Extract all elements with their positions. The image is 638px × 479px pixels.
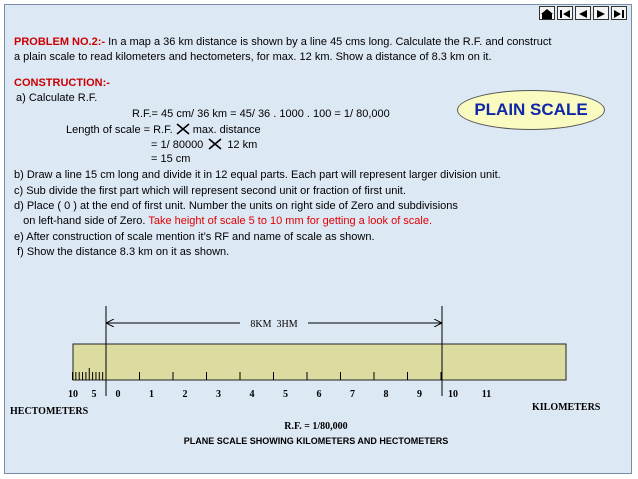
length-mid: max. distance (192, 124, 261, 136)
step-e: e) After construction of scale mention it’s RF and name of scale as shown. (14, 231, 375, 243)
step-b: b) Draw a line 15 cm long and divide it in 12 equal parts. Each part will represent larger division unit. (14, 169, 501, 181)
problem-label: PROBLEM NO.2:- (14, 36, 106, 48)
length-val2: 12 km (227, 139, 258, 151)
length-val1: = 1/ 80000 (151, 139, 204, 151)
scale-caption: PLANE SCALE SHOWING KILOMETERS AND HECTOMETERS (183, 436, 449, 446)
rf-equation: R.F.= 45 cm/ 36 km = 45/ 36 . 1000 . 100 = 1/ 80,000 (132, 108, 390, 120)
badge-text: PLAIN SCALE (474, 100, 588, 119)
step-f: f) Show the distance 8.3 km on it as shown. (14, 246, 230, 258)
hectometers-label: HECTOMETERS (10, 406, 89, 417)
dimension-label: 8KM 3HM (250, 319, 298, 330)
problem-line-2: a plain scale to read kilometers and hectometers, for max. 12 km. Show a distance of 8.3 km on it. (14, 51, 492, 63)
step-d-1: d) Place ( 0 ) at the end of first unit. Number the units on right side of Zero and subdivisions (14, 200, 458, 212)
main-scale-label: 10 (448, 389, 458, 400)
main-scale-label: 9 (417, 389, 422, 400)
main-scale-label: 8 (383, 389, 389, 400)
sub-scale-labels (68, 389, 97, 400)
step-a: a) Calculate R.F. (16, 92, 98, 104)
rf-label: R.F. = 1/80,000 (284, 421, 348, 432)
main-scale-label: 0 (115, 389, 121, 400)
kilometers-label: KILOMETERS (532, 402, 601, 413)
scale-bar (73, 344, 566, 380)
main-scale-label: 1 (149, 389, 154, 400)
main-scale-label: 3 (216, 389, 221, 400)
step-c: c) Sub divide the first part which will represent second unit or fraction of first unit. (14, 185, 406, 197)
length-result: = 15 cm (151, 153, 191, 165)
main-scale-label: 5 (283, 389, 288, 400)
length-label: Length of scale = R.F. (66, 124, 173, 136)
step-d-2-text: on left-hand side of Zero. (14, 215, 149, 227)
main-scale-label: 6 (316, 389, 322, 400)
main-scale-label: 2 (182, 389, 188, 400)
main-scale-label: 4 (249, 389, 255, 400)
main-scale-label: 11 (481, 389, 492, 400)
construction-heading: CONSTRUCTION:- (14, 77, 110, 89)
problem-text-1: In a map a 36 km distance is shown by a line 45 cms long. Calculate the R.F. and construct (105, 36, 552, 48)
sub-scale-label: 10 (68, 389, 78, 400)
main-scale-label: 7 (350, 389, 355, 400)
sub-scale-label: 5 (91, 389, 97, 400)
step-d-2-highlight: Take height of scale 5 to 10 mm for getting a look of scale. (148, 215, 433, 227)
main-scale-labels (116, 389, 492, 400)
